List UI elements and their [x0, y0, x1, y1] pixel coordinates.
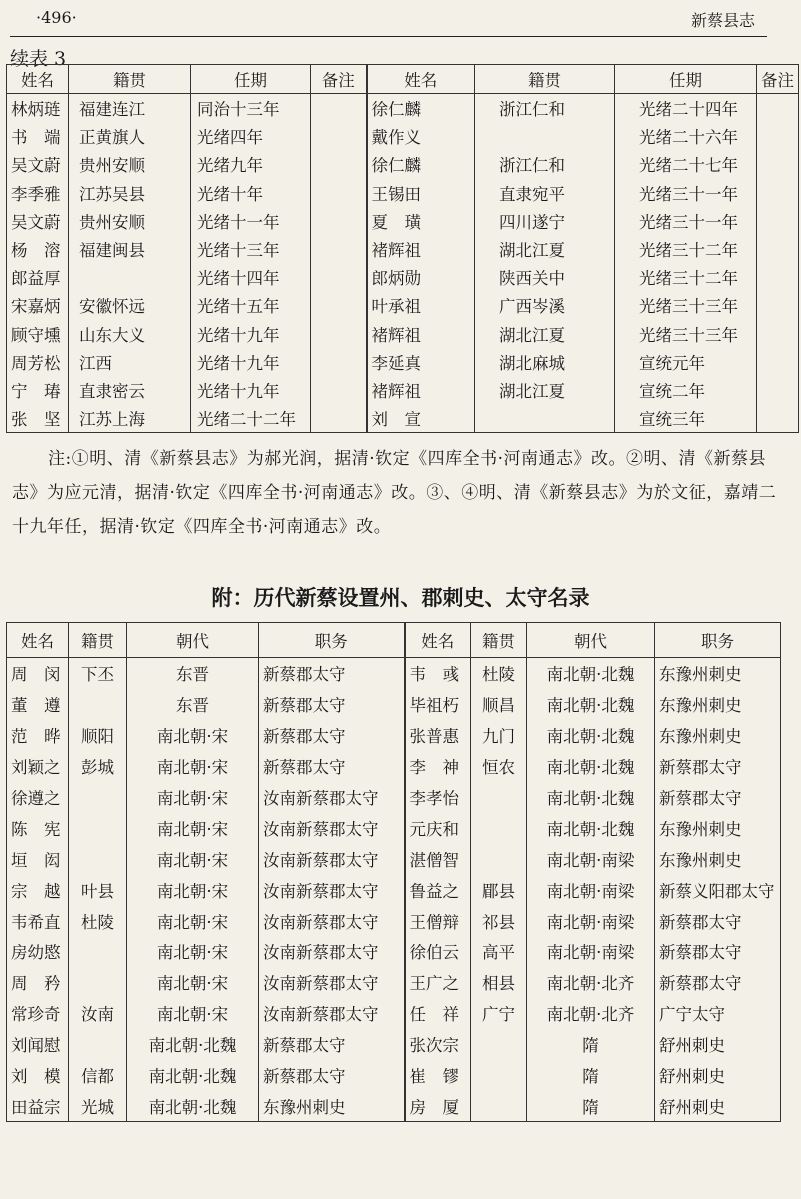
cell-origin: 山东大义 — [69, 320, 191, 348]
header-name: 姓名 — [7, 65, 69, 94]
cell-office: 东豫州刺史 — [655, 658, 781, 689]
cell-name: 李延真 — [367, 348, 475, 376]
table-row — [7, 998, 781, 1029]
header-name: 姓名 — [405, 623, 471, 658]
cell-office: 舒州刺史 — [655, 1060, 781, 1091]
cell-origin: 下丕 — [69, 658, 127, 689]
table-row — [7, 94, 799, 123]
cell-origin: 顺昌 — [471, 689, 527, 720]
table-row — [7, 150, 799, 178]
header-office: 职务 — [655, 623, 781, 658]
cell-origin: 彭城 — [69, 751, 127, 782]
cell-remark — [757, 320, 799, 348]
cell-origin — [471, 782, 527, 813]
cell-origin — [69, 967, 127, 998]
cell-office: 东豫州刺史 — [655, 689, 781, 720]
cell-dynasty: 东晋 — [127, 689, 259, 720]
cell-origin: 光城 — [69, 1090, 127, 1121]
cell-origin: 陕西关中 — [475, 263, 615, 291]
cell-name: 夏 璜 — [367, 207, 475, 235]
cell-name: 刘 模 — [7, 1060, 69, 1091]
table-row — [7, 1060, 781, 1091]
cell-origin: 浙江仁和 — [475, 94, 615, 123]
cell-origin: 广宁 — [471, 998, 527, 1029]
cell-name: 张普惠 — [405, 720, 471, 751]
cell-origin — [471, 1060, 527, 1091]
cell-office: 新蔡郡太守 — [655, 751, 781, 782]
table-row — [7, 689, 781, 720]
cell-remark — [311, 404, 367, 433]
cell-name: 王僧辩 — [405, 905, 471, 936]
table-row — [7, 967, 781, 998]
cell-name: 戴作义 — [367, 122, 475, 150]
cell-origin — [475, 404, 615, 433]
cell-office: 东豫州刺史 — [655, 843, 781, 874]
table-row — [7, 263, 799, 291]
cell-origin: 叶县 — [69, 874, 127, 905]
cell-term: 光绪三十一年 — [615, 179, 757, 207]
cell-name: 任 祥 — [405, 998, 471, 1029]
cell-origin: 郿县 — [471, 874, 527, 905]
cell-name: 郎炳勋 — [367, 263, 475, 291]
cell-term: 光绪二十四年 — [615, 94, 757, 123]
cell-name: 叶承祖 — [367, 291, 475, 319]
cell-term: 光绪十九年 — [191, 348, 311, 376]
cell-name: 毕祖朽 — [405, 689, 471, 720]
cell-name: 张次宗 — [405, 1029, 471, 1060]
header-origin: 籍贯 — [471, 623, 527, 658]
cell-dynasty: 南北朝·南梁 — [527, 905, 655, 936]
cell-name: 徐仁麟 — [367, 150, 475, 178]
header-name: 姓名 — [7, 623, 69, 658]
cell-dynasty: 南北朝·北魏 — [527, 812, 655, 843]
page-header — [0, 0, 801, 40]
cell-name: 刘颖之 — [7, 751, 69, 782]
cell-remark — [757, 207, 799, 235]
cell-term: 光绪九年 — [191, 150, 311, 178]
cell-dynasty: 南北朝·北魏 — [527, 689, 655, 720]
table-row — [7, 235, 799, 263]
cell-name: 崔 镠 — [405, 1060, 471, 1091]
cell-name: 吴文蔚 — [7, 207, 69, 235]
cell-origin: 福建闽县 — [69, 235, 191, 263]
magistrates-table — [6, 64, 799, 433]
table-row — [7, 720, 781, 751]
book-title: 新蔡县志 — [690, 11, 755, 30]
cell-origin: 恒农 — [471, 751, 527, 782]
cell-dynasty: 南北朝·北魏 — [527, 720, 655, 751]
cell-origin: 江苏吴县 — [69, 179, 191, 207]
cell-term: 宣统三年 — [615, 404, 757, 433]
cell-origin: 汝南 — [69, 998, 127, 1029]
cell-term: 光绪三十二年 — [615, 263, 757, 291]
appendix-title: 附：历代新蔡设置州、郡刺史、太守名录 — [211, 586, 590, 610]
cell-origin — [69, 1029, 127, 1060]
cell-term: 光绪三十三年 — [615, 291, 757, 319]
cell-office: 汝南新蔡郡太守 — [259, 812, 405, 843]
notes-text: 注:①明、清《新蔡县志》为郝光润，据清·钦定《四库全书·河南通志》改。②明、清《新蔡县志》为应元清，据清·钦定《四库全书·河南通志》改。③、④明、清《新蔡县志》为於文征，嘉靖二十九年任，据清·钦定《四库全书·河南通志》改。 — [12, 449, 777, 537]
cell-name: 褚辉祖 — [367, 376, 475, 404]
cell-term: 光绪三十一年 — [615, 207, 757, 235]
cell-name: 房 厦 — [405, 1090, 471, 1121]
cell-office: 新蔡义阳郡太守 — [655, 874, 781, 905]
cell-remark — [311, 179, 367, 207]
cell-origin: 杜陵 — [69, 905, 127, 936]
cell-remark — [757, 122, 799, 150]
cell-office: 东豫州刺史 — [259, 1090, 405, 1121]
cell-dynasty: 南北朝·宋 — [127, 782, 259, 813]
cell-office: 新蔡郡太守 — [655, 905, 781, 936]
cell-term: 光绪十四年 — [191, 263, 311, 291]
cell-office: 广宁太守 — [655, 998, 781, 1029]
header-origin: 籍贯 — [69, 65, 191, 94]
page-number: ·496· — [36, 8, 77, 27]
cell-remark — [311, 207, 367, 235]
cell-origin: 湖北江夏 — [475, 235, 615, 263]
cell-name: 张 坚 — [7, 404, 69, 433]
cell-origin: 杜陵 — [471, 658, 527, 689]
cell-term: 光绪十年 — [191, 179, 311, 207]
table-row — [7, 936, 781, 967]
cell-remark — [757, 150, 799, 178]
header-remark: 备注 — [757, 65, 799, 94]
cell-office: 新蔡郡太守 — [259, 720, 405, 751]
table-row — [7, 291, 799, 319]
cell-remark — [311, 348, 367, 376]
cell-remark — [757, 94, 799, 123]
cell-office: 东豫州刺史 — [655, 812, 781, 843]
cell-name: 李 神 — [405, 751, 471, 782]
cell-origin: 祁县 — [471, 905, 527, 936]
table-row — [7, 404, 799, 433]
cell-office: 新蔡郡太守 — [259, 751, 405, 782]
header-name: 姓名 — [367, 65, 475, 94]
cell-dynasty: 南北朝·宋 — [127, 998, 259, 1029]
cell-dynasty: 南北朝·北魏 — [127, 1090, 259, 1121]
cell-remark — [757, 235, 799, 263]
table-row — [7, 320, 799, 348]
cell-dynasty: 南北朝·宋 — [127, 751, 259, 782]
table-row — [7, 207, 799, 235]
header-rule — [10, 36, 767, 37]
cell-office: 汝南新蔡郡太守 — [259, 936, 405, 967]
cell-office: 汝南新蔡郡太守 — [259, 998, 405, 1029]
cell-origin: 湖北江夏 — [475, 376, 615, 404]
cell-office: 新蔡郡太守 — [655, 967, 781, 998]
cell-origin: 顺阳 — [69, 720, 127, 751]
cell-origin: 广西岑溪 — [475, 291, 615, 319]
table-row — [7, 751, 781, 782]
cell-origin: 直隶宛平 — [475, 179, 615, 207]
cell-origin — [471, 1029, 527, 1060]
cell-remark — [757, 376, 799, 404]
cell-term: 光绪十九年 — [191, 320, 311, 348]
cell-origin: 贵州安顺 — [69, 207, 191, 235]
cell-dynasty: 南北朝·宋 — [127, 812, 259, 843]
cell-name: 褚辉祖 — [367, 320, 475, 348]
cell-dynasty: 南北朝·北魏 — [527, 782, 655, 813]
cell-origin — [69, 843, 127, 874]
cell-name: 李季雅 — [7, 179, 69, 207]
cell-origin: 福建连江 — [69, 94, 191, 123]
cell-remark — [311, 235, 367, 263]
cell-origin: 直隶密云 — [69, 376, 191, 404]
cell-dynasty: 南北朝·南梁 — [527, 936, 655, 967]
cell-remark — [311, 94, 367, 123]
cell-remark — [311, 263, 367, 291]
cell-origin: 信都 — [69, 1060, 127, 1091]
cell-name: 田益宗 — [7, 1090, 69, 1121]
cell-dynasty: 南北朝·南梁 — [527, 843, 655, 874]
cell-term: 光绪三十二年 — [615, 235, 757, 263]
table-row — [7, 122, 799, 150]
cell-name: 李孝怡 — [405, 782, 471, 813]
cell-remark — [757, 291, 799, 319]
cell-office: 新蔡郡太守 — [259, 689, 405, 720]
cell-term: 光绪十三年 — [191, 235, 311, 263]
header-office: 职务 — [259, 623, 405, 658]
cell-dynasty: 南北朝·北齐 — [527, 967, 655, 998]
cell-name: 陈 宪 — [7, 812, 69, 843]
cell-office: 新蔡郡太守 — [259, 658, 405, 689]
cell-name: 王锡田 — [367, 179, 475, 207]
cell-term: 光绪十一年 — [191, 207, 311, 235]
cell-remark — [311, 150, 367, 178]
cell-name: 韦希直 — [7, 905, 69, 936]
table-notes — [12, 442, 792, 544]
header-origin: 籍贯 — [69, 623, 127, 658]
table-row — [7, 843, 781, 874]
cell-name: 宁 瑃 — [7, 376, 69, 404]
table-row — [7, 348, 799, 376]
cell-origin — [471, 843, 527, 874]
cell-origin — [475, 122, 615, 150]
table-row — [7, 1029, 781, 1060]
cell-name: 褚辉祖 — [367, 235, 475, 263]
cell-origin: 江西 — [69, 348, 191, 376]
cell-term: 光绪二十二年 — [191, 404, 311, 433]
cell-office: 东豫州刺史 — [655, 720, 781, 751]
cell-name: 常珍奇 — [7, 998, 69, 1029]
cell-term: 宣统二年 — [615, 376, 757, 404]
cell-name: 刘闻慰 — [7, 1029, 69, 1060]
cell-origin — [69, 689, 127, 720]
cell-origin: 贵州安顺 — [69, 150, 191, 178]
cell-term: 同治十三年 — [191, 94, 311, 123]
header-remark: 备注 — [311, 65, 367, 94]
cell-name: 周 闵 — [7, 658, 69, 689]
cell-office: 新蔡郡太守 — [259, 1029, 405, 1060]
cell-origin: 正黄旗人 — [69, 122, 191, 150]
cell-name: 韦 彧 — [405, 658, 471, 689]
cell-name: 范 晔 — [7, 720, 69, 751]
cell-remark — [311, 376, 367, 404]
cell-remark — [311, 122, 367, 150]
header-term: 任期 — [615, 65, 757, 94]
cell-name: 顾守壎 — [7, 320, 69, 348]
cell-name: 董 遵 — [7, 689, 69, 720]
cell-name: 湛僧智 — [405, 843, 471, 874]
cell-office: 汝南新蔡郡太守 — [259, 967, 405, 998]
cell-dynasty: 南北朝·宋 — [127, 905, 259, 936]
cell-name: 周芳松 — [7, 348, 69, 376]
cell-name: 书 端 — [7, 122, 69, 150]
cell-remark — [757, 263, 799, 291]
cell-dynasty: 南北朝·北魏 — [527, 658, 655, 689]
cell-name: 房幼愍 — [7, 936, 69, 967]
cell-remark — [311, 320, 367, 348]
cell-dynasty: 南北朝·宋 — [127, 720, 259, 751]
cell-name: 王广之 — [405, 967, 471, 998]
table-row — [7, 905, 781, 936]
table-row — [7, 782, 781, 813]
table-row — [7, 874, 781, 905]
table-row — [7, 376, 799, 404]
cell-origin — [471, 1090, 527, 1121]
cell-origin: 相县 — [471, 967, 527, 998]
cell-name: 吴文蔚 — [7, 150, 69, 178]
cell-origin: 湖北麻城 — [475, 348, 615, 376]
cell-term: 光绪二十七年 — [615, 150, 757, 178]
cell-office: 舒州刺史 — [655, 1029, 781, 1060]
cell-dynasty: 南北朝·宋 — [127, 936, 259, 967]
cell-name: 垣 闳 — [7, 843, 69, 874]
cell-remark — [311, 291, 367, 319]
cell-dynasty: 南北朝·宋 — [127, 843, 259, 874]
cell-term: 光绪二十六年 — [615, 122, 757, 150]
cell-origin: 九门 — [471, 720, 527, 751]
cell-term: 宣统元年 — [615, 348, 757, 376]
cell-term: 光绪四年 — [191, 122, 311, 150]
cell-name: 杨 溶 — [7, 235, 69, 263]
cell-name: 周 矜 — [7, 967, 69, 998]
cell-term: 光绪十五年 — [191, 291, 311, 319]
cell-dynasty: 南北朝·北魏 — [127, 1029, 259, 1060]
cell-office: 汝南新蔡郡太守 — [259, 843, 405, 874]
cell-origin — [471, 812, 527, 843]
cell-remark — [757, 179, 799, 207]
header-term: 任期 — [191, 65, 311, 94]
cell-dynasty: 东晋 — [127, 658, 259, 689]
cell-name: 徐仁麟 — [367, 94, 475, 123]
cell-name: 宋嘉炳 — [7, 291, 69, 319]
table-continuation-label: 续表 3 — [10, 48, 67, 70]
cell-office: 新蔡郡太守 — [655, 782, 781, 813]
header-origin: 籍贯 — [475, 65, 615, 94]
cell-name: 刘 宣 — [367, 404, 475, 433]
cell-origin — [69, 812, 127, 843]
prefects-table — [6, 622, 781, 1122]
cell-origin — [69, 936, 127, 967]
table-row — [7, 179, 799, 207]
header-dynasty: 朝代 — [527, 623, 655, 658]
cell-name: 元庆和 — [405, 812, 471, 843]
cell-name: 林炳琏 — [7, 94, 69, 123]
cell-origin: 四川遂宁 — [475, 207, 615, 235]
cell-name: 徐遵之 — [7, 782, 69, 813]
cell-dynasty: 南北朝·北齐 — [527, 998, 655, 1029]
cell-origin: 高平 — [471, 936, 527, 967]
cell-name: 鲁益之 — [405, 874, 471, 905]
cell-office: 舒州刺史 — [655, 1090, 781, 1121]
cell-dynasty: 隋 — [527, 1029, 655, 1060]
cell-origin: 浙江仁和 — [475, 150, 615, 178]
cell-term: 光绪三十三年 — [615, 320, 757, 348]
cell-name: 宗 越 — [7, 874, 69, 905]
table-row — [7, 658, 781, 689]
cell-office: 新蔡郡太守 — [259, 1060, 405, 1091]
table-row — [7, 1090, 781, 1121]
cell-office: 汝南新蔡郡太守 — [259, 782, 405, 813]
cell-remark — [757, 348, 799, 376]
cell-dynasty: 南北朝·宋 — [127, 874, 259, 905]
table-row — [7, 812, 781, 843]
cell-name: 郎益厚 — [7, 263, 69, 291]
cell-origin: 湖北江夏 — [475, 320, 615, 348]
cell-dynasty: 隋 — [527, 1090, 655, 1121]
cell-remark — [757, 404, 799, 433]
cell-office: 新蔡郡太守 — [655, 936, 781, 967]
cell-dynasty: 南北朝·北魏 — [127, 1060, 259, 1091]
cell-origin — [69, 782, 127, 813]
header-dynasty: 朝代 — [127, 623, 259, 658]
cell-dynasty: 南北朝·宋 — [127, 967, 259, 998]
cell-origin: 安徽怀远 — [69, 291, 191, 319]
cell-name: 徐伯云 — [405, 936, 471, 967]
cell-origin — [69, 263, 191, 291]
cell-office: 汝南新蔡郡太守 — [259, 874, 405, 905]
cell-dynasty: 南北朝·北魏 — [527, 751, 655, 782]
cell-origin: 江苏上海 — [69, 404, 191, 433]
cell-office: 汝南新蔡郡太守 — [259, 905, 405, 936]
cell-term: 光绪十九年 — [191, 376, 311, 404]
cell-dynasty: 隋 — [527, 1060, 655, 1091]
cell-dynasty: 南北朝·南梁 — [527, 874, 655, 905]
